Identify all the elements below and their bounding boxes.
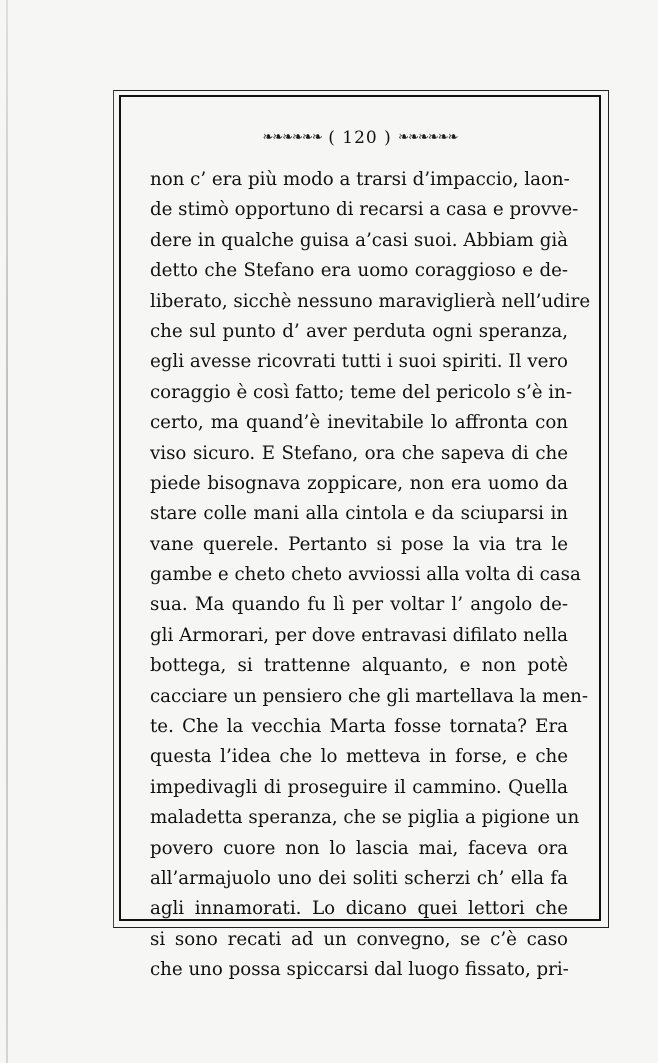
text-line: non c’ era più modo a trarsi d’impaccio, laon-	[150, 169, 570, 190]
text-line: impedivagli di proseguire il cammino. Quella	[150, 776, 568, 798]
text-line: che uno possa spiccarsi dal luogo fissato, pri-	[150, 959, 569, 981]
text-line: viso sicuro. E Stefano, ora che sapeva di che	[150, 442, 568, 464]
text-line: che sul punto d’ aver perduta ogni speranza,	[150, 320, 568, 342]
text-line: certo, ma quand’è inevitabile lo affronta con	[150, 412, 568, 434]
body-text	[150, 165, 591, 986]
text-line: detto che Stefano era uomo coraggioso e de-	[150, 260, 568, 282]
text-line: piede bisognava zoppicare, non era uomo da	[150, 472, 568, 494]
text-line: povero cuore non lo lascia mai, faceva ora	[150, 837, 568, 859]
text-line: te. Che la vecchia Marta fosse tornata? Era	[150, 716, 568, 738]
text-line: egli avesse ricovrati tutti i suoi spiriti. Il vero	[150, 351, 568, 373]
text-line: gli Armorari, per dove entravasi difilato nella	[150, 624, 568, 646]
running-head	[119, 128, 601, 148]
scan-edge-shadow	[6, 0, 8, 1063]
text-line: bottega, si trattenne alquanto, e non potè	[150, 655, 568, 677]
text-line: coraggio è così fatto; teme del pericolo s’è in-	[150, 381, 572, 403]
text-line: maladetta speranza, che se piglia a pigione un	[150, 807, 580, 829]
text-line: dere in qualche guisa a’casi suoi. Abbiam già	[150, 229, 568, 251]
text-line: liberato, sicchè nessuno maraviglierà nell’udire	[150, 290, 591, 312]
text-line: questa l’idea che lo metteva in forse, e che	[150, 746, 568, 768]
text-line: si sono recati ad un convegno, se c’è caso	[150, 928, 568, 950]
text-line: sua. Ma quando fu lì per voltar l’ angolo de-	[150, 594, 568, 616]
text-line: de stimò opportuno di recarsi a casa e provve-	[150, 199, 579, 221]
text-line: gambe e cheto cheto avviossi alla volta di casa	[150, 564, 581, 586]
right-ornament: ❧❧❧❧❧❧	[398, 130, 458, 145]
left-ornament: ❧❧❧❧❧❧	[262, 130, 322, 145]
text-line: stare colle mani alla cintola e da sciuparsi in	[150, 503, 568, 525]
text-line: vane querele. Pertanto si pose la via tra le	[150, 533, 568, 555]
text-line: all’armajuolo uno dei soliti scherzi ch’ ella fa	[150, 867, 568, 889]
page-number: ( 120 )	[328, 128, 392, 148]
text-line: agli innamorati. Lo dicano quei lettori che	[150, 898, 568, 920]
text-line: cacciare un pensiero che gli martellava la men-	[150, 685, 589, 707]
